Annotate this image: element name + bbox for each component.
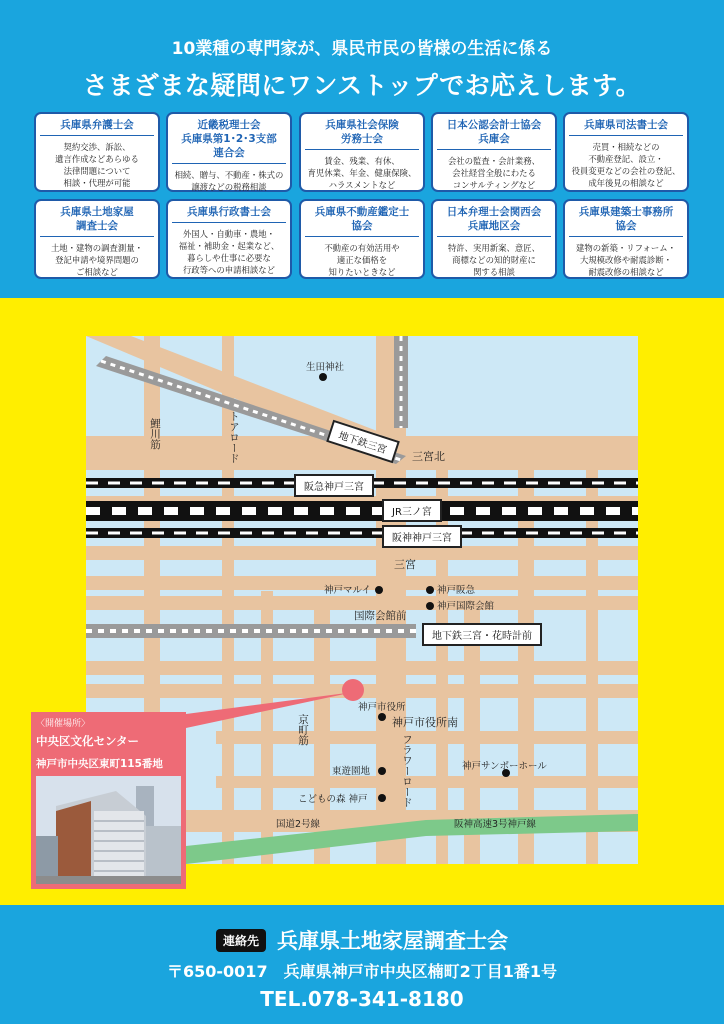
map-label: 生田神社: [306, 362, 345, 373]
ikuta-shrine-marker: [319, 373, 327, 381]
contact-row: [0, 925, 724, 955]
service-card-title: 近畿税理士会 兵庫県第1･2･3支部 連合会: [172, 118, 286, 164]
venue-photo: [36, 776, 181, 884]
service-card-desc: 外国人・自動車・農地・ 福祉・補助金・起業など、 暮らしや仕事に必要な 行政等への申請相談など: [178, 229, 280, 275]
service-card-desc: 不動産の有効活用や 適正な価格を 知りたいときなど: [324, 243, 400, 277]
service-card-title: 兵庫県建築士事務所 協会: [569, 205, 683, 237]
service-card: [431, 112, 557, 192]
map-label: 三宮北: [412, 450, 445, 463]
map-label: 神戸阪急: [437, 585, 476, 596]
service-card-desc: 土地・建物の調査測量・ 登記申請や境界問題の ご相談など: [50, 243, 144, 277]
service-card: [563, 112, 689, 192]
map-label: 神戸サンボーホール: [462, 761, 547, 772]
map-label: 国際会館前: [354, 610, 407, 622]
street-label: 鯉川筋: [149, 418, 161, 450]
street-label: フラワーロード: [401, 734, 413, 808]
street-label: 京町筋: [297, 714, 309, 746]
service-card-desc: 特許、実用新案、意匠、 商標などの知的財産に 関する相談: [447, 243, 541, 277]
map-station-label: 地下鉄三宮・花時計前: [422, 623, 542, 646]
service-card-desc: 相続、贈与、不動産・株式の 譲渡などの税務相談: [174, 170, 284, 192]
postal-address: 〒650-0017 兵庫県神戸市中央区楠町2丁目1番1号: [167, 962, 557, 981]
service-card-title: 兵庫県司法書士会: [569, 118, 683, 136]
service-card: [166, 112, 292, 192]
map-label: 国道2号線: [276, 819, 321, 830]
service-card-title: 兵庫県弁護士会: [40, 118, 154, 136]
map-label: 神戸国際会館: [437, 601, 495, 612]
service-card: [34, 199, 160, 279]
service-card-desc: 会社の監査・会計業務、 会社経営全般にわたる コンサルティングなど: [447, 156, 541, 190]
street-label: トアロード: [228, 411, 240, 464]
venue-label: 〈開催場所〉: [36, 719, 91, 729]
service-card-title: 兵庫県不動産鑑定士 協会: [305, 205, 419, 237]
contact-badge: 連絡先: [216, 929, 266, 952]
map-label: 神戸市役所南: [392, 716, 458, 729]
map-station-label: 地下鉄三宮: [326, 420, 400, 464]
headline-line2: さまざまな疑問にワンストップでお応えします。: [82, 71, 642, 100]
kodomo-marker: [378, 794, 386, 802]
map-label: こどもの森 神戸: [298, 794, 368, 805]
service-card-desc: 売買・相続などの 不動産登記、設立・ 役員変更などの会社の登記、 成年後見の相談など: [571, 142, 681, 188]
higashi-yuenchi-marker: [378, 767, 386, 775]
footer-section: [0, 905, 724, 1024]
service-card: [299, 199, 425, 279]
map-station-label: 阪神神戸三宮: [382, 525, 462, 548]
service-card-title: 兵庫県行政書士会: [172, 205, 286, 223]
service-card-title: 日本弁理士会関西会 兵庫地区会: [437, 205, 551, 237]
map-station-label: JR三ノ宮: [382, 499, 442, 522]
kobe-hankyu-marker: [426, 586, 434, 594]
service-card: [563, 199, 689, 279]
map-label: 東遊園地: [332, 766, 371, 777]
venue-name: 中央区文化センター: [36, 734, 140, 748]
service-card-desc: 賃金、残業、有休、 育児休業、年金、健康保険、 ハラスメントなど: [307, 156, 417, 190]
service-card-desc: 契約交渉、訴訟、 遺言作成などあらゆる 法律問題について 相談・代理が可能: [55, 142, 139, 188]
service-card-title: 兵庫県土地家屋 調査士会: [40, 205, 154, 237]
service-card: [299, 112, 425, 192]
service-card-desc: 建物の新築・リフォーム・ 大規模改修や耐震診断・ 耐震改修の相談など: [575, 243, 677, 277]
service-card: [166, 199, 292, 279]
phone-number: TEL.078-341-8180: [260, 987, 464, 1011]
kokusai-kaikan-marker: [426, 602, 434, 610]
map-label: 神戸マルイ: [324, 585, 372, 596]
service-card-title: 日本公認会計士協会 兵庫会: [437, 118, 551, 150]
service-card: [431, 199, 557, 279]
service-card-title: 兵庫県社会保険 労務士会: [305, 118, 419, 150]
map-station-label: 阪急神戸三宮: [294, 474, 374, 497]
organization-name: 兵庫県土地家屋調査士会: [277, 929, 509, 953]
marui-marker: [375, 586, 383, 594]
headline-line1: 10業種の専門家が、県民市民の皆様の生活に係る: [171, 39, 553, 59]
map-label: 三宮: [394, 558, 416, 571]
map-label: 神戸市役所: [358, 702, 406, 713]
header-section: [0, 0, 724, 298]
venue-box: [31, 712, 186, 889]
service-card: [34, 112, 160, 192]
city-hall-marker: [378, 713, 386, 721]
map-label: 阪神高速3号神戸線: [454, 819, 537, 830]
venue-address: 神戸市中央区東町115番地: [36, 758, 163, 770]
